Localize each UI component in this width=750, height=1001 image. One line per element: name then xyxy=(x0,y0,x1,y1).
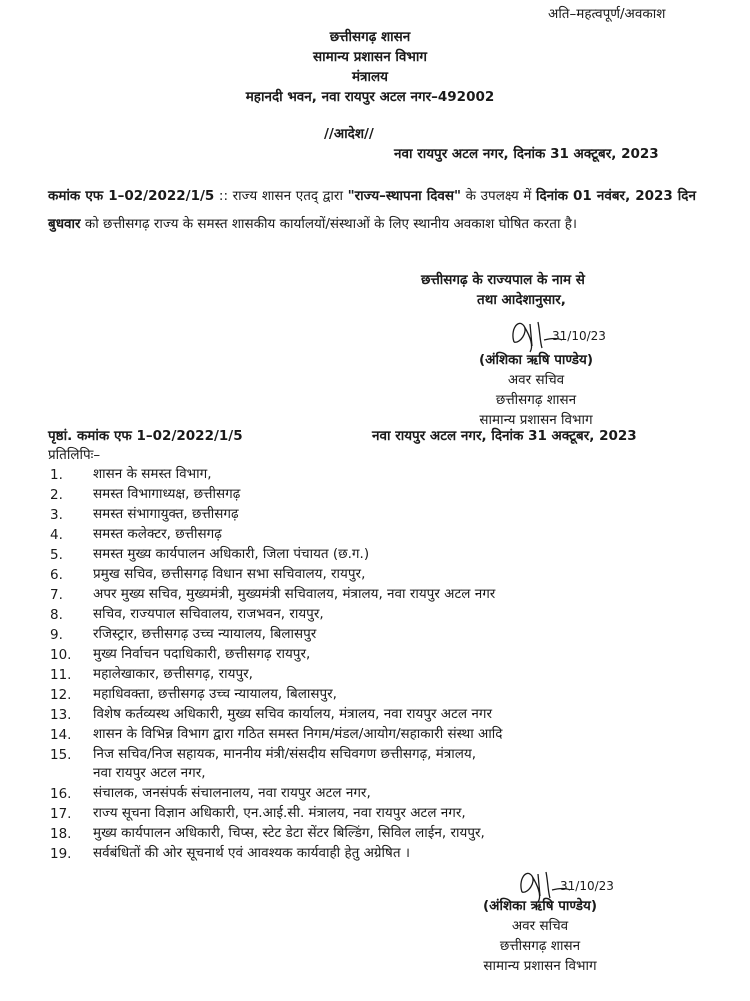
list-item-number: 6. xyxy=(50,567,63,583)
list-item xyxy=(50,485,730,505)
list-item-number: 1. xyxy=(50,467,63,483)
list-item xyxy=(50,625,730,645)
list-item-text: अपर मुख्य सचिव, मुख्यमंत्री, मुख्यमंत्री सचिवालय, मंत्रालय, नवा रायपुर अटल नगर xyxy=(93,586,496,602)
list-item xyxy=(50,565,730,585)
list-item xyxy=(50,665,730,685)
list-item-text: महालेखाकार, छत्तीसगढ़, रायपुर, xyxy=(93,666,253,682)
list-item xyxy=(50,705,730,725)
list-item-text: राज्य सूचना विज्ञान अधिकारी, एन.आई.सी. मंत्रालय, नवा रायपुर अटल नगर, xyxy=(93,805,466,821)
list-item-number: 19. xyxy=(50,846,72,862)
list-item xyxy=(50,844,730,864)
list-item-text: महाधिवक्ता, छत्तीसगढ़ उच्च न्यायालय, बिलासपुर, xyxy=(93,686,337,702)
list-item xyxy=(50,804,730,824)
signatory-1-org: छत्तीसगढ़ शासन xyxy=(495,392,577,408)
letterhead-address: महानदी भवन, नवा रायपुर अटल नगर–492002 xyxy=(245,89,495,105)
list-item-number: 14. xyxy=(50,727,72,743)
signatory-1-block xyxy=(440,350,632,430)
letterhead xyxy=(0,27,750,107)
list-item-text: समस्त विभागाध्यक्ष, छत्तीसगढ़ xyxy=(93,486,241,502)
list-item xyxy=(50,605,730,625)
list-item-text: समस्त मुख्य कार्यपालन अधिकारी, जिला पंचायत (छ.ग.) xyxy=(93,546,370,562)
copy-recipient-list xyxy=(50,465,730,864)
list-item-text: विशेष कर्तव्यस्थ अधिकारी, मुख्य सचिव कार्यालय, मंत्रालय, नवा रायपुर अटल नगर xyxy=(93,706,492,722)
list-item xyxy=(50,465,730,485)
list-item-text: सचिव, राज्यपाल सचिवालय, राजभवन, रायपुर, xyxy=(93,606,324,622)
letterhead-ministry: मंत्रालय xyxy=(351,69,388,85)
list-item-text: मुख्य कार्यपालन अधिकारी, चिप्स, स्टेट डेटा सेंटर बिल्डिंग, सिविल लाईन, रायपुर, xyxy=(93,825,485,841)
list-item-number: 12. xyxy=(50,687,72,703)
list-item-text: निज सचिव/निज सहायक, माननीय मंत्री/संसदीय सचिवगण छत्तीसगढ़, मंत्रालय, नवा रायपुर अटल नगर, xyxy=(93,746,477,781)
list-item xyxy=(50,824,730,844)
list-item-text: प्रमुख सचिव, छत्तीसगढ़ विधान सभा सचिवालय, रायपुर, xyxy=(93,566,366,582)
list-item-number: 2. xyxy=(50,487,63,503)
authority-line-2: तथा आदेशानुसार, xyxy=(477,292,566,308)
letterhead-department: सामान्य प्रशासन विभाग xyxy=(313,49,427,65)
list-item-text: सर्वबंधितों की ओर सूचनार्थ एवं आवश्यक कार्यवाही हेतु अग्रेषित । xyxy=(93,845,410,861)
order-paragraph xyxy=(48,182,696,238)
list-item-number: 10. xyxy=(50,647,72,663)
list-item-number: 11. xyxy=(50,667,72,683)
list-item-number: 9. xyxy=(50,627,63,643)
list-item xyxy=(50,545,730,565)
signature-2-date: 31/10/23 xyxy=(560,879,614,893)
list-item xyxy=(50,645,730,665)
signatory-2-designation: अवर सचिव xyxy=(511,918,569,934)
list-item-text: संचालक, जनसंपर्क संचालनालय, नवा रायपुर अटल नगर, xyxy=(93,785,371,801)
priority-tag: अति–महत्वपूर्ण/अवकाश xyxy=(548,6,666,22)
list-item-text: समस्त संभागायुक्त, छत्तीसगढ़ xyxy=(93,506,239,522)
event-name: "राज्य–स्थापना दिवस" xyxy=(347,188,462,204)
list-item-number: 3. xyxy=(50,507,63,523)
order-reference: कमांक एफ 1–02/2022/1/5 xyxy=(48,188,215,204)
list-item-number: 7. xyxy=(50,587,63,603)
list-item-number: 4. xyxy=(50,527,63,543)
list-item xyxy=(50,725,730,745)
signatory-1-designation: अवर सचिव xyxy=(507,372,565,388)
list-item xyxy=(50,505,730,525)
signatory-2-name: (अंशिका ऋषि पाण्डेय) xyxy=(482,898,598,914)
list-item xyxy=(50,745,730,784)
letterhead-government: छत्तीसगढ़ शासन xyxy=(329,29,411,45)
holiday-date: दिनांक 01 नवंबर, 2023 दिन बुधवार xyxy=(48,188,696,232)
list-item-number: 18. xyxy=(50,826,72,842)
list-item-number: 17. xyxy=(50,806,72,822)
signature-1-date: 31/10/23 xyxy=(552,329,606,343)
signatory-2-org: छत्तीसगढ़ शासन xyxy=(499,938,581,954)
list-item-number: 16. xyxy=(50,786,72,802)
list-item xyxy=(50,784,730,804)
paragraph-text-1: :: राज्य शासन एतद् द्वारा xyxy=(214,188,348,204)
list-item-text: मुख्य निर्वाचन पदाधिकारी, छत्तीसगढ़ रायपुर, xyxy=(93,646,311,662)
signatory-1-name: (अंशिका ऋषि पाण्डेय) xyxy=(478,352,594,368)
list-item-number: 13. xyxy=(50,707,72,723)
list-item xyxy=(50,685,730,705)
paragraph-text-3: को छत्तीसगढ़ राज्य के समस्त शासकीय कार्यालयों/संस्थाओं के लिए स्थानीय अवकाश घोषित करता है। xyxy=(80,216,578,232)
list-item-text: शासन के विभिन्न विभाग द्वारा गठित समस्त निगम/मंडल/आयोग/सहाकारी संस्था आदि xyxy=(93,726,503,742)
order-title: //आदेश// xyxy=(324,126,374,142)
paragraph-text-2: के उपलक्ष्य में xyxy=(461,188,536,204)
endorsement-date: नवा रायपुर अटल नगर, दिनांक 31 अक्टूबर, 2023 xyxy=(372,428,637,444)
list-item-number: 15. xyxy=(50,747,72,763)
list-item-text: रजिस्ट्रार, छत्तीसगढ़ उच्च न्यायालय, बिलासपुर xyxy=(93,626,317,642)
list-item xyxy=(50,585,730,605)
list-item xyxy=(50,525,730,545)
order-date: नवा रायपुर अटल नगर, दिनांक 31 अक्टूबर, 2023 xyxy=(394,146,659,162)
list-item-number: 5. xyxy=(50,547,63,563)
copy-to-label: प्रतिलिपिः– xyxy=(48,447,101,463)
list-item-text: समस्त कलेक्टर, छत्तीसगढ़ xyxy=(93,526,222,542)
signatory-2-department: सामान्य प्रशासन विभाग xyxy=(483,958,597,974)
list-item-text: शासन के समस्त विभाग, xyxy=(93,466,212,482)
list-item-number: 8. xyxy=(50,607,63,623)
endorsement-reference: पृष्ठां. कमांक एफ 1–02/2022/1/5 xyxy=(48,428,243,444)
signatory-1-department: सामान्य प्रशासन विभाग xyxy=(479,412,593,428)
signatory-2-block xyxy=(444,896,636,976)
authority-line-1: छत्तीसगढ़ के राज्यपाल के नाम से xyxy=(421,272,585,288)
